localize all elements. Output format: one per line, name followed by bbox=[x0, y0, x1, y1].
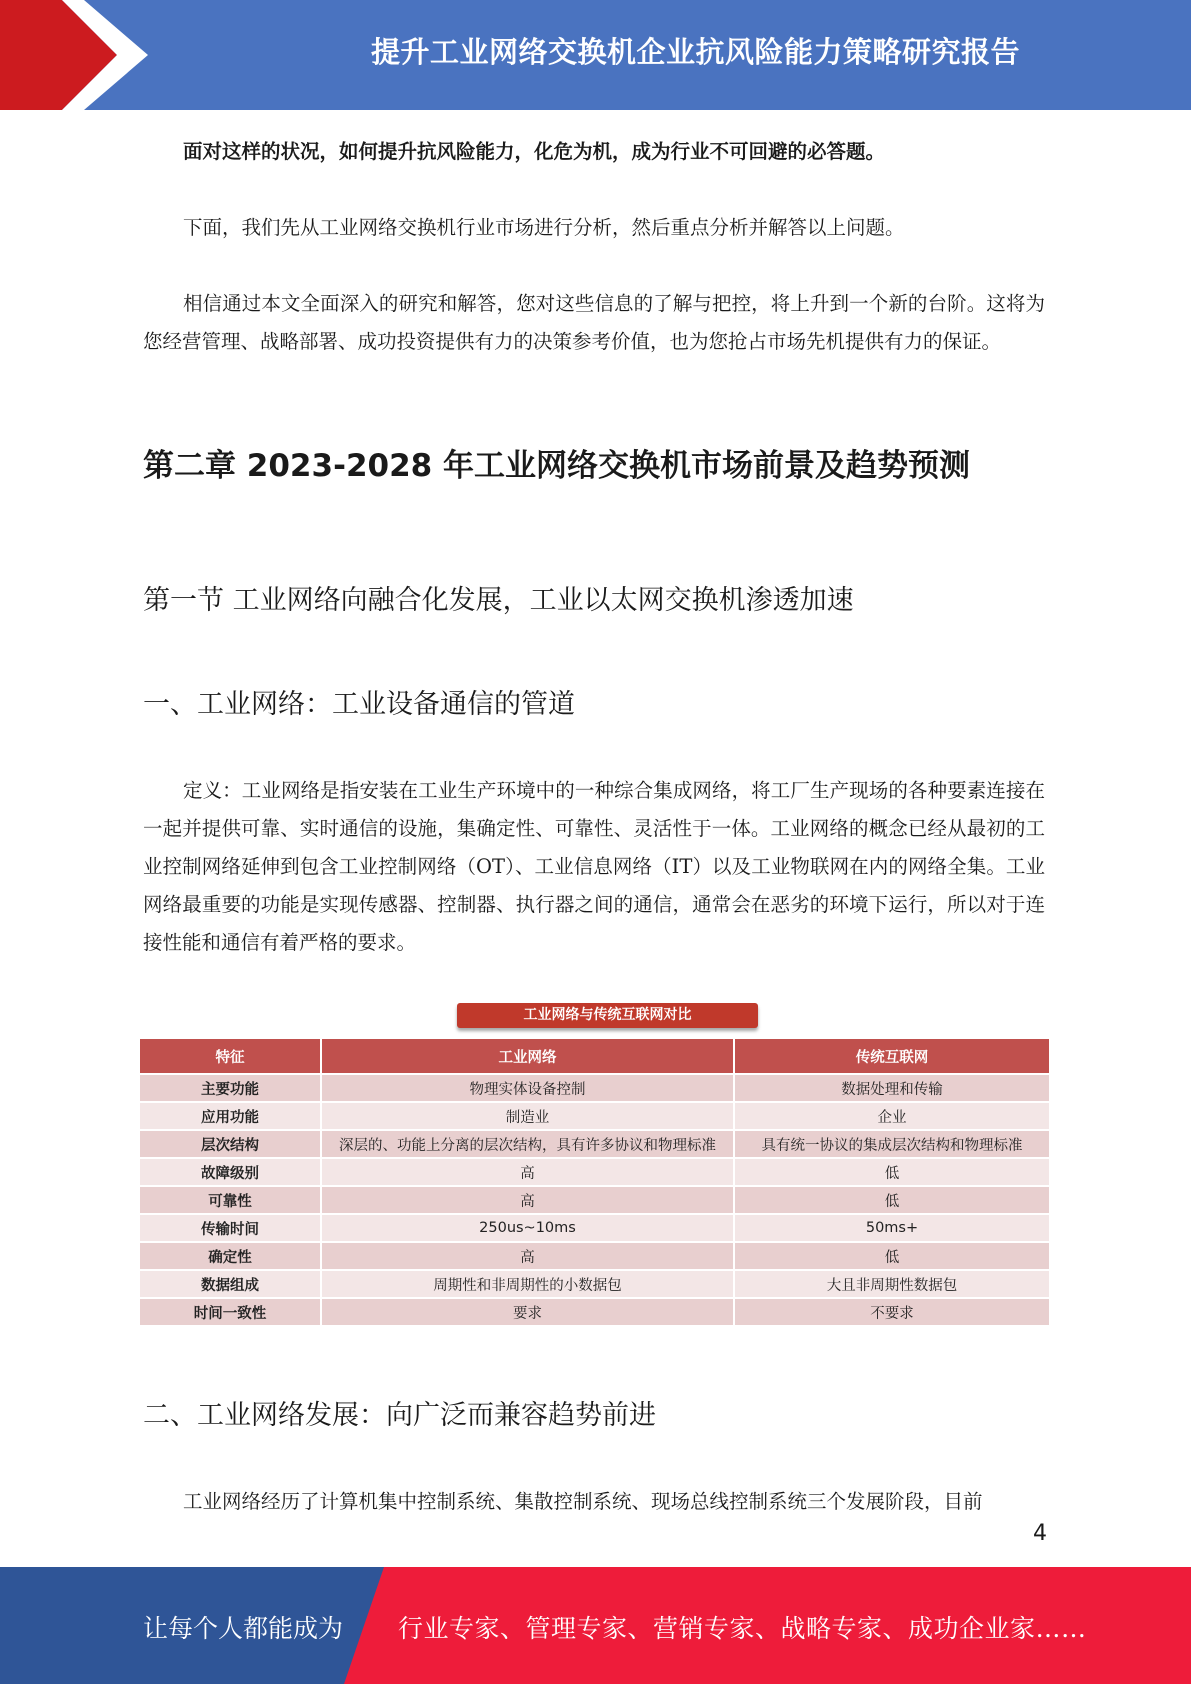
subsection-heading-1: 一、工业网络：工业设备通信的管道 bbox=[143, 689, 575, 720]
table-cell: 要求 bbox=[321, 1298, 734, 1326]
table-row bbox=[140, 1102, 1050, 1130]
definition-paragraph: 定义：工业网络是指安装在工业生产环境中的一种综合集成网络，将工厂生产现场的各种要素连接在一起并提供可靠、实时通信的设施，集确定性、可靠性、灵活性于一体。工业网络的概念已经从最初的工业控制网络延伸到包含工业控制网络（OT）、工业信息网络（IT）以及工业物联网在内的网络全集。工业网络最重要的功能是实现传感器、控制器、执行器之间的通信，通常会在恶劣的环境下运行，所以对于连接性能和通信有着严格的要求。 bbox=[143, 779, 1045, 954]
table-row bbox=[140, 1186, 1050, 1214]
table-cell: 时间一致性 bbox=[140, 1298, 321, 1326]
table-cell: 主要功能 bbox=[140, 1074, 321, 1102]
table-cell: 数据组成 bbox=[140, 1270, 321, 1298]
column-header: 特征 bbox=[140, 1039, 321, 1074]
table-row bbox=[140, 1298, 1050, 1326]
development-paragraph: 工业网络经历了计算机集中控制系统、集散控制系统、现场总线控制系统三个发展阶段，目前 bbox=[183, 1490, 983, 1513]
page-footer bbox=[0, 1567, 1191, 1684]
table-cell: 低 bbox=[734, 1158, 1050, 1186]
table-cell: 不要求 bbox=[734, 1298, 1050, 1326]
table-cell: 数据处理和传输 bbox=[734, 1074, 1050, 1102]
table-cell: 传输时间 bbox=[140, 1214, 321, 1242]
table-cell: 深层的、功能上分离的层次结构，具有许多协议和物理标准 bbox=[321, 1130, 734, 1158]
footer-slogan-right: 行业专家、管理专家、营销专家、战略专家、成功企业家…… bbox=[398, 1614, 1087, 1643]
table-cell: 周期性和非周期性的小数据包 bbox=[321, 1270, 734, 1298]
table-cell: 可靠性 bbox=[140, 1186, 321, 1214]
table-cell: 高 bbox=[321, 1242, 734, 1270]
table-cell: 制造业 bbox=[321, 1102, 734, 1130]
table-cell: 企业 bbox=[734, 1102, 1050, 1130]
table-cell: 大且非周期性数据包 bbox=[734, 1270, 1050, 1298]
table-cell: 250us~10ms bbox=[321, 1214, 734, 1242]
table-cell: 故障级别 bbox=[140, 1158, 321, 1186]
table-row bbox=[140, 1242, 1050, 1270]
intro-paragraph-1: 面对这样的状况，如何提升抗风险能力，化危为机，成为行业不可回避的必答题。 bbox=[183, 140, 886, 163]
table-row bbox=[140, 1214, 1050, 1242]
report-title: 提升工业网络交换机企业抗风险能力策略研究报告 bbox=[370, 35, 1020, 69]
table-cell: 层次结构 bbox=[140, 1130, 321, 1158]
footer-slogan-left: 让每个人都能成为 bbox=[143, 1614, 344, 1643]
table-cell: 50ms+ bbox=[734, 1214, 1050, 1242]
column-header: 工业网络 bbox=[321, 1039, 734, 1074]
chapter-heading: 第二章 2023-2028 年工业网络交换机市场前景及趋势预测 bbox=[143, 448, 971, 484]
subsection-heading-2: 二、工业网络发展：向广泛而兼容趋势前进 bbox=[143, 1400, 656, 1431]
table-cell: 高 bbox=[321, 1186, 734, 1214]
table-row bbox=[140, 1270, 1050, 1298]
page-number: 4 bbox=[1033, 1521, 1047, 1546]
table-cell: 物理实体设备控制 bbox=[321, 1074, 734, 1102]
table-header-row bbox=[140, 1039, 1050, 1074]
column-header: 传统互联网 bbox=[734, 1039, 1050, 1074]
intro-paragraph-3: 相信通过本文全面深入的研究和解答，您对这些信息的了解与把控，将上升到一个新的台阶。这将为您经营管理、战略部署、成功投资提供有力的决策参考价值，也为您抢占市场先机提供有力的保证。 bbox=[143, 292, 1045, 353]
table-cell: 高 bbox=[321, 1158, 734, 1186]
table-row bbox=[140, 1158, 1050, 1186]
table-row bbox=[140, 1130, 1050, 1158]
table-cell: 具有统一协议的集成层次结构和物理标准 bbox=[734, 1130, 1050, 1158]
table-caption: 工业网络与传统互联网对比 bbox=[457, 1003, 758, 1028]
table-row bbox=[140, 1074, 1050, 1102]
table-cell: 低 bbox=[734, 1242, 1050, 1270]
table-cell: 确定性 bbox=[140, 1242, 321, 1270]
page-header bbox=[0, 0, 1191, 110]
intro-paragraph-2: 下面，我们先从工业网络交换机行业市场进行分析，然后重点分析并解答以上问题。 bbox=[183, 216, 905, 239]
comparison-table bbox=[140, 1039, 1051, 1327]
table-cell: 应用功能 bbox=[140, 1102, 321, 1130]
table-cell: 低 bbox=[734, 1186, 1050, 1214]
section-heading: 第一节 工业网络向融合化发展，工业以太网交换机渗透加速 bbox=[143, 585, 854, 616]
